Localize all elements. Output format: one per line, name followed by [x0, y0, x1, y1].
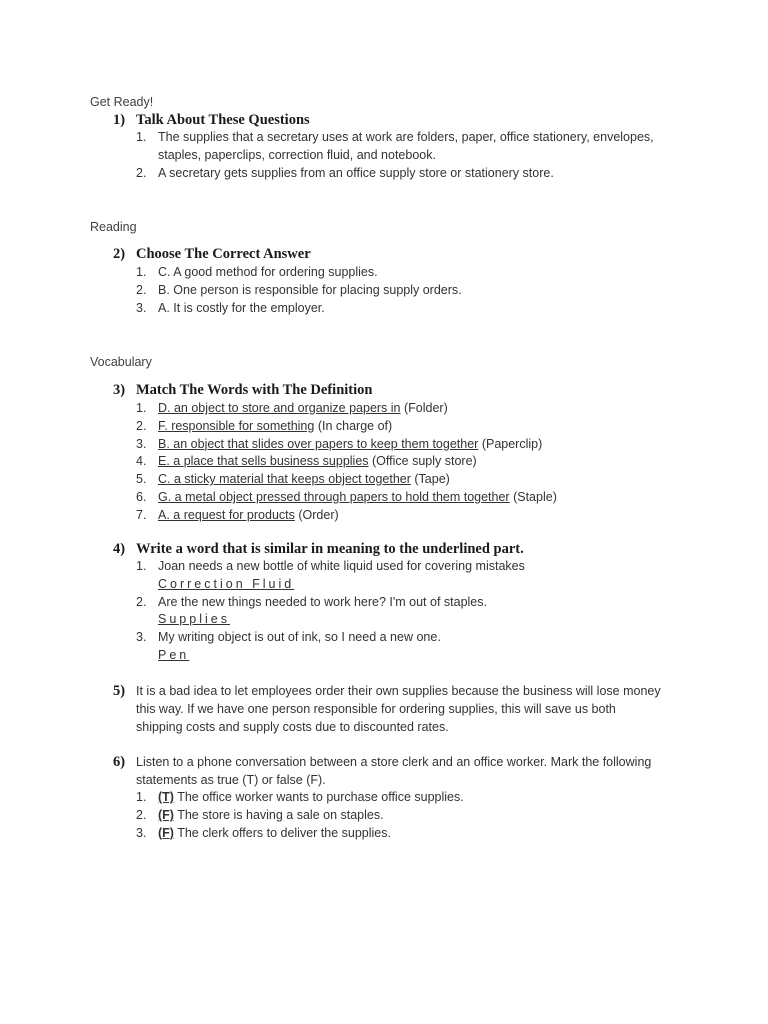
list-item: 3. A. It is costly for the employer. [136, 300, 325, 315]
question-number: 3) [113, 382, 126, 398]
list-item: 2. B. One person is responsible for placing supply orders. [136, 282, 462, 297]
list-item: 3. B. an object that slides over papers to keep them together (Paperclip) [136, 436, 543, 451]
matched-word: (Office suply store) [368, 454, 477, 469]
definition: B. an object that slides over papers to keep them together [158, 436, 479, 451]
matched-word: (Order) [294, 507, 339, 522]
matched-word: (Folder) [400, 401, 448, 415]
question-number: 4) [113, 541, 126, 557]
true-false-mark: (F) [158, 807, 174, 822]
question-title: Write a word that is similar in meaning to the underlined part. [136, 541, 524, 557]
list-item: 1. D. an object to store and organize papers in (Folder) [136, 401, 448, 415]
answer-text: Pen [158, 647, 190, 662]
question-title: Choose The Correct Answer [136, 246, 311, 262]
question-number: 5) [113, 683, 126, 699]
question-4-heading [113, 541, 524, 558]
list-item: 5. C. a sticky material that keeps object together (Tape) [136, 472, 450, 487]
list-item: 2. (F) The store is having a sale on staples. [136, 807, 384, 822]
question-1-heading [113, 112, 310, 129]
question-number: 2) [113, 246, 126, 262]
answer-text: Correction Fluid [158, 576, 295, 591]
list-item: 1. (T) The office worker wants to purchase office supplies. [136, 790, 464, 804]
definition: F. responsible for something [158, 418, 315, 433]
list-item: 2. F. responsible for something (In charge of) [136, 418, 393, 433]
statement-text: The store is having a sale on staples. [173, 807, 384, 822]
list-item: 4. E. a place that sells business supplies (Office suply store) [136, 454, 477, 469]
section-label-get-ready: Get Ready! [90, 95, 154, 109]
question-prompt: Listen to a phone conversation between a store clerk and an office worker. Mark the following statements as true (T) or false (F). [136, 755, 652, 787]
question-text: Are the new things needed to work here? I'm out of staples. [158, 594, 487, 609]
list-item: 1. Joan needs a new bottle of white liquid used for covering mistakes Correction Fluid [136, 558, 696, 594]
question-3-list [136, 400, 696, 525]
question-1-list [136, 129, 696, 182]
definition: C. a sticky material that keeps object together [158, 472, 411, 487]
statement-text: The clerk offers to deliver the supplies. [173, 825, 391, 840]
question-4-list [136, 558, 696, 665]
answer-paragraph: It is a bad idea to let employees order their own supplies because the business will lose money this way. If we have one person responsible for ordering supplies, this will save us both shipping costs and supply costs due to discounted rates. [136, 684, 661, 734]
question-number: 6) [113, 754, 126, 770]
list-item: 3. My writing object is out of ink, so I need a new one. Pen [136, 629, 696, 665]
question-number: 1) [113, 112, 126, 128]
definition: D. an object to store and organize papers in [158, 401, 401, 415]
question-title: Match The Words with The Definition [136, 382, 373, 398]
list-item: 1. C. A good method for ordering supplies. [136, 265, 378, 279]
question-text: Joan needs a new bottle of white liquid used for covering mistakes [158, 559, 525, 573]
list-item: 2. Are the new things needed to work here? I'm out of staples. Supplies [136, 594, 696, 630]
matched-word: (In charge of) [314, 418, 393, 433]
statement-text: The office worker wants to purchase office supplies. [173, 790, 464, 804]
matched-word: (Tape) [410, 472, 450, 487]
definition: G. a metal object pressed through papers to hold them together [158, 489, 510, 504]
list-item: 1. The supplies that a secretary uses at work are folders, paper, office stationery, envelopes, staples, paperclips, correction fluid, and notebook. [136, 130, 654, 162]
section-label-reading: Reading [90, 220, 137, 234]
question-3-heading [113, 382, 372, 399]
section-label-vocabulary: Vocabulary [90, 355, 152, 369]
matched-word: (Paperclip) [478, 436, 543, 451]
list-item: 6. G. a metal object pressed through papers to hold them together (Staple) [136, 489, 557, 504]
matched-word: (Staple) [509, 489, 557, 504]
true-false-mark: (T) [158, 790, 174, 804]
definition: E. a place that sells business supplies [158, 454, 369, 469]
question-5 [113, 682, 661, 736]
list-item: 3. (F) The clerk offers to deliver the supplies. [136, 825, 391, 840]
question-2-heading [113, 246, 311, 263]
true-false-mark: (F) [158, 825, 174, 840]
list-item: 2. A secretary gets supplies from an office supply store or stationery store. [136, 165, 554, 180]
answer-text: Supplies [158, 612, 230, 627]
question-6-list [136, 789, 696, 842]
list-item: 7. A. a request for products (Order) [136, 507, 339, 522]
question-2-list [136, 264, 696, 317]
question-text: My writing object is out of ink, so I need a new one. [158, 630, 441, 645]
definition: A. a request for products [158, 507, 295, 522]
question-6 [113, 753, 661, 789]
question-title: Talk About These Questions [136, 112, 310, 128]
